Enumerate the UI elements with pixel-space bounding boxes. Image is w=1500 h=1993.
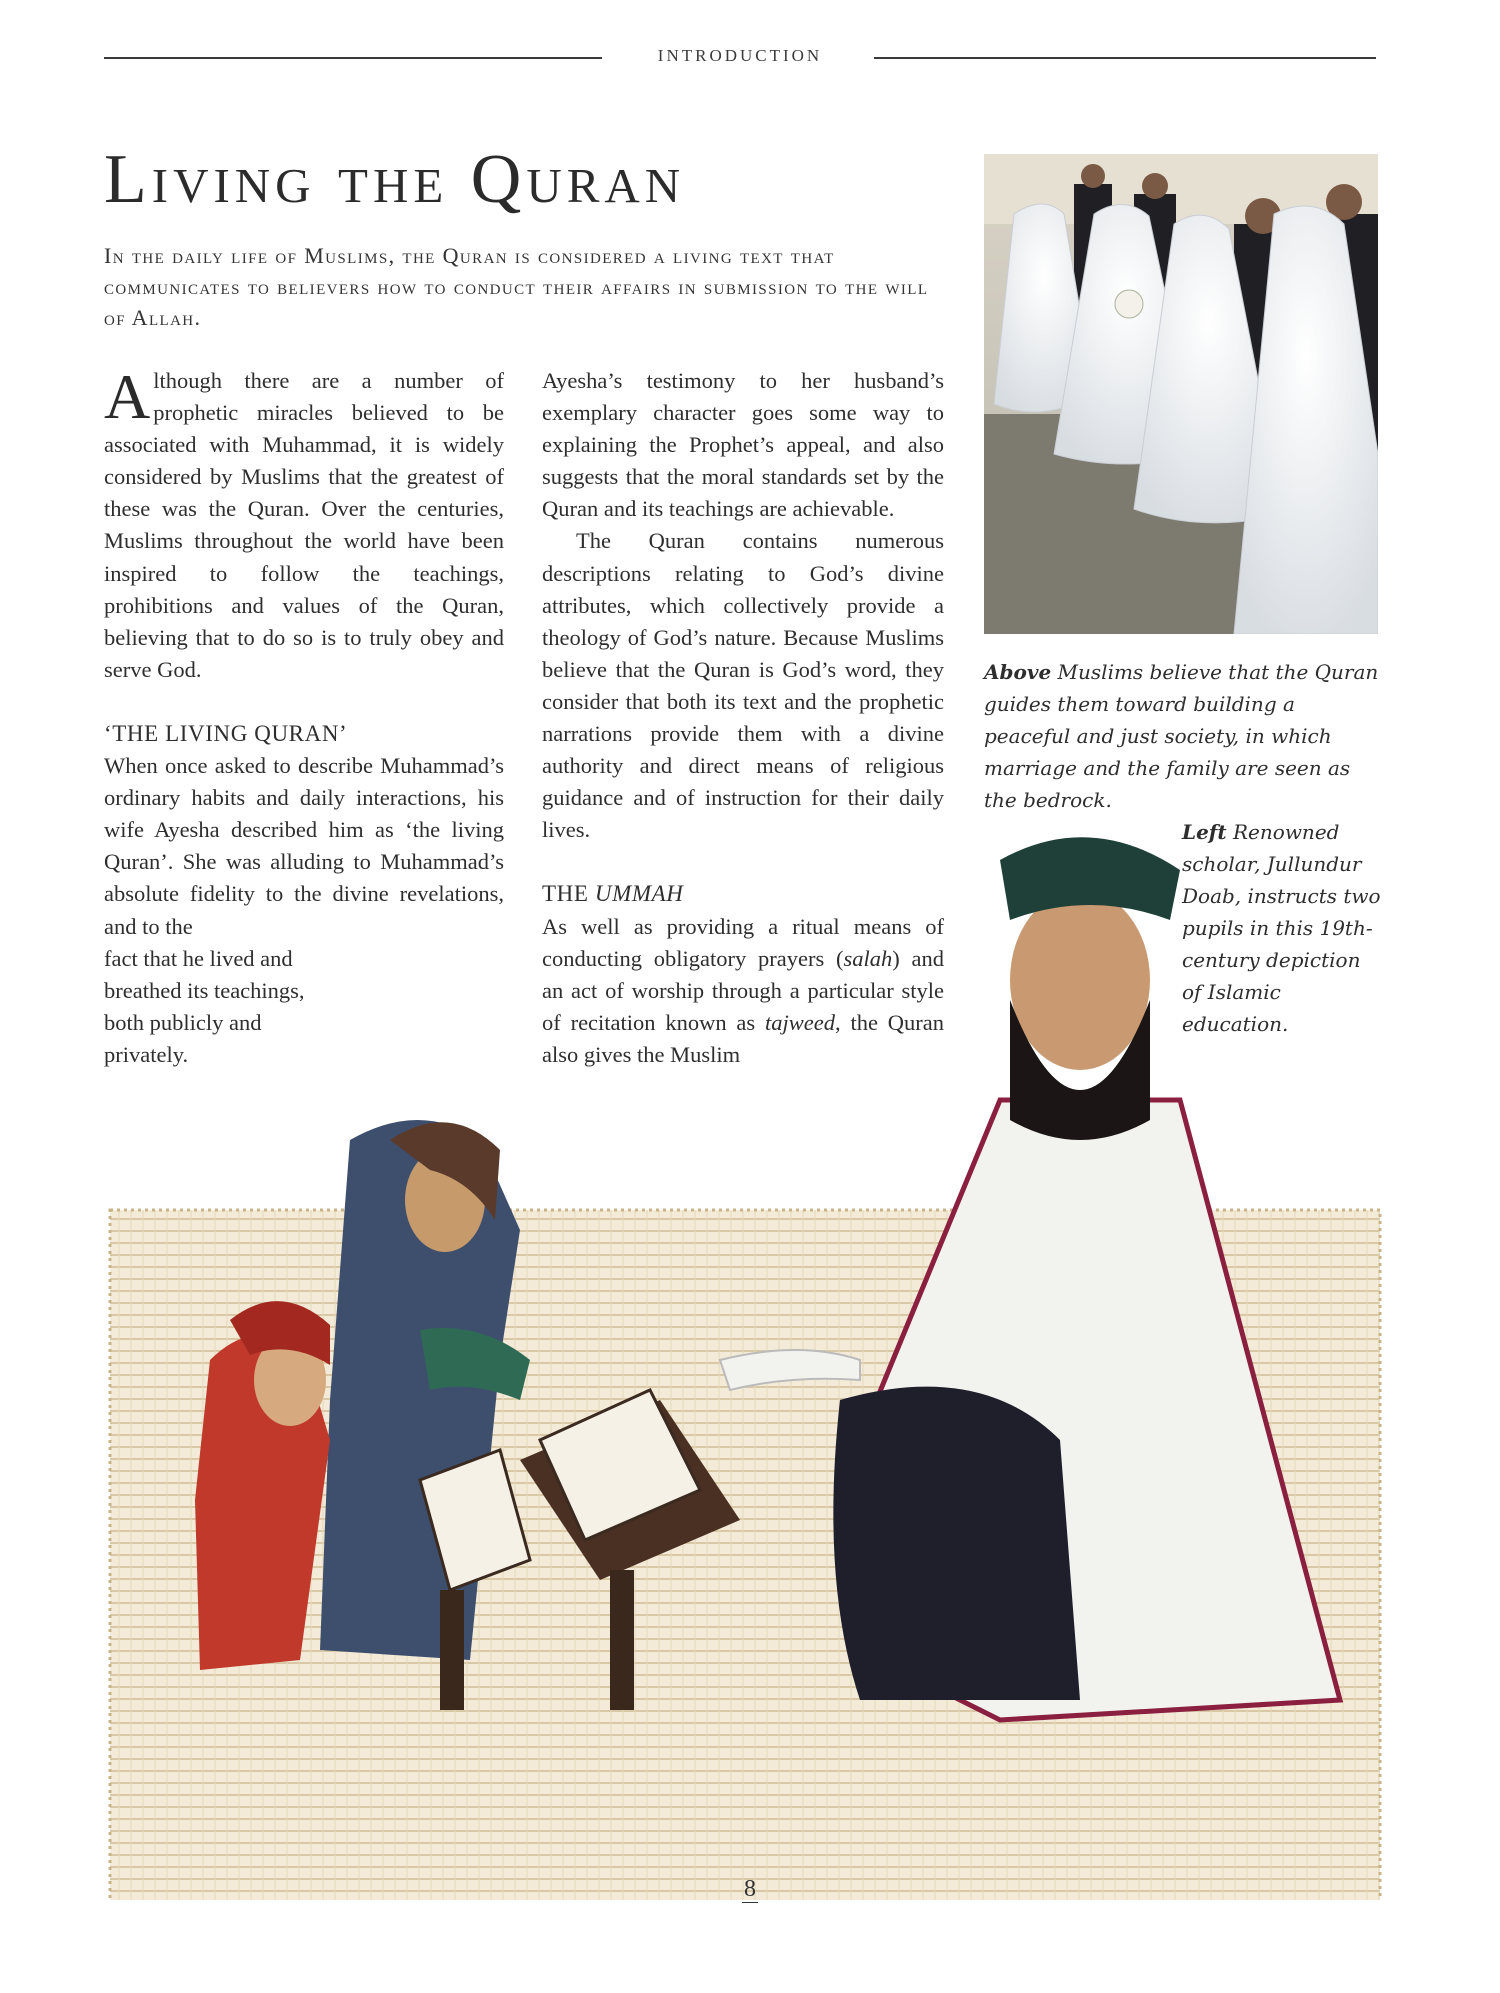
- scholar-painting: [0, 800, 1500, 1900]
- caption-left: Left Renowned scholar, Jullundur Doab, instructs two pupils in this 19th-century depiction of Islamic education.: [1182, 820, 1381, 1036]
- paragraph: Ayesha’s testimony to her husband’s exemplary character goes some way to explaining the Prophet’s appeal, and also suggests that the moral standards set by the Quran and its teachings are achievable.: [542, 368, 944, 522]
- header-rule-right: [874, 57, 1376, 59]
- subheading-living-quran: ‘THE LIVING QURAN’: [104, 720, 348, 746]
- wedding-photo: [984, 154, 1378, 634]
- paragraph: When once asked to describe Muhammad’s ordinary habits and daily interactions, his wife Ayesha described him as ‘the living Quran’. She was alluding to Muhammad’s absolute fidelity to the divine revelations, and to the: [104, 753, 504, 939]
- intro-paragraph: In the daily life of Muslims, the Quran is considered a living text that communicates to believers how to conduct their affairs in submission to the will of Allah.: [104, 243, 929, 330]
- page-number: 8: [744, 1876, 756, 1902]
- subheading-ummah: THE UMMAH: [542, 881, 684, 907]
- header-rule-left: [104, 57, 602, 59]
- section-label: INTRODUCTION: [657, 46, 823, 65]
- paragraph: As well as providing a ritual means of conducting obligatory prayers (salah) and an act of worship through a particular style of recitation known as tajweed, the Quran also gives the Muslim: [542, 913, 944, 1067]
- drop-cap: A: [104, 361, 151, 432]
- paragraph-tail: fact that he lived and breathed its teachings, both publicly and privately.: [104, 945, 305, 1067]
- running-head: [104, 46, 1376, 68]
- paragraph: Although there are a number of prophetic miracles believed to be associated with Muhammad, it is widely considered by Muslims that the greatest of these was the Quran. Over the centuries, Muslims throughout the world have been inspired to follow the teachings, prohibitions and values of the Quran, believing that to do so is to truly obey and serve God.: [104, 361, 504, 682]
- page-title: Living the Quran: [104, 141, 686, 218]
- paragraph: The Quran contains numerous descriptions relating to God’s divine attributes, which collectively provide a theology of God’s nature. Because Muslims believe that the Quran is God’s word, they consider that both its text and the prophetic narrations provide them with a divine authority and direct means of religious guidance and of instruction for their daily lives.: [542, 528, 944, 843]
- caption-above: Above Muslims believe that the Quran guides them toward building a peaceful and just society, in which marriage and the family are seen as the bedrock.: [984, 660, 1379, 812]
